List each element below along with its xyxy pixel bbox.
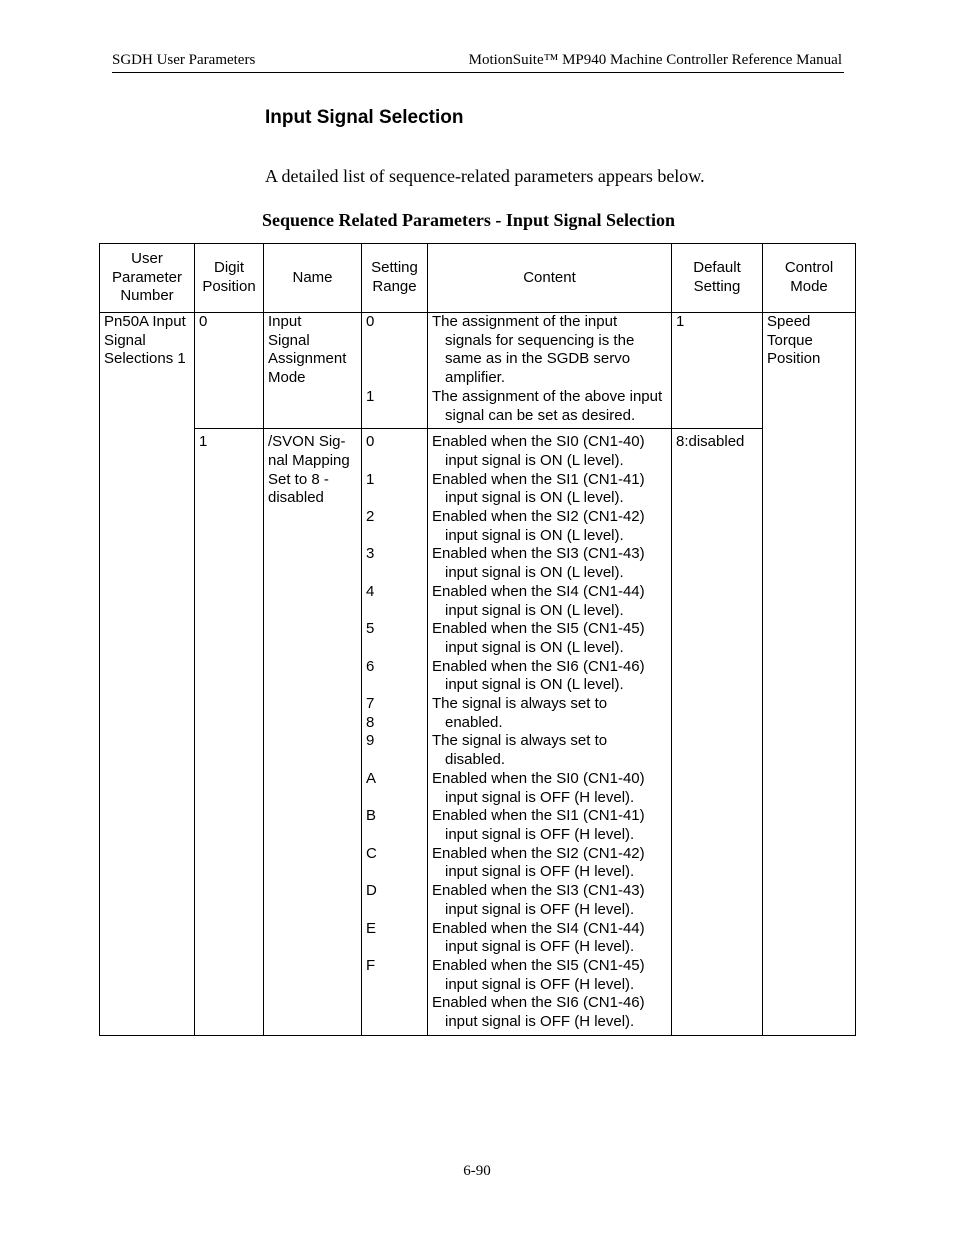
- cell-line: [366, 751, 423, 770]
- cell-line: 0: [366, 313, 375, 330]
- cell-line: 0: [366, 433, 375, 451]
- cell-line: Mode: [790, 278, 828, 295]
- cell-line: Setting: [371, 259, 418, 277]
- cell-digit-position: 1: [195, 429, 264, 1036]
- cell-control-mode: [763, 313, 856, 1036]
- content-entry: Enabled when the SI0 (CN1-40) input signal is OFF (H level).: [432, 769, 645, 806]
- cell-line: 5: [366, 620, 375, 638]
- cell-line: A: [366, 769, 377, 787]
- content-entry: Enabled when the SI1 (CN1-41) input signal is ON (L level).: [432, 470, 645, 507]
- cell-line: 9: [366, 732, 375, 750]
- cell-line: Number: [120, 287, 174, 305]
- cell-line: Mode: [268, 369, 306, 387]
- cell-line: D: [366, 882, 377, 900]
- cell-line: Input: [268, 313, 302, 330]
- cell-line: 8: [366, 713, 375, 731]
- content-entry: Enabled when the SI3 (CN1-43) input signal is ON (L level).: [432, 545, 645, 582]
- cell-line: Pn50A Input: [104, 313, 186, 330]
- cell-line: Digit: [213, 259, 244, 277]
- cell-line: Position: [767, 350, 821, 368]
- content-entry: Enabled when the SI5 (CN1-45) input signal is OFF (H level).: [432, 956, 645, 993]
- cell-line: Setting: [693, 278, 741, 295]
- cell-line: Position: [202, 278, 256, 295]
- header-setting-range: [362, 244, 428, 313]
- cell-line: 1: [366, 387, 375, 405]
- cell-line: Assignment: [268, 350, 347, 368]
- cell-line: Control: [784, 259, 834, 277]
- cell-line: Selections 1: [104, 350, 186, 368]
- cell-line: 3: [366, 545, 375, 563]
- content-entry: The signal is always set to enabled.: [432, 695, 608, 731]
- table-row: [100, 313, 856, 429]
- table-row: [100, 429, 856, 1036]
- cell-line: 6: [366, 657, 375, 675]
- cell-line: [366, 452, 423, 471]
- content-entry: Enabled when the SI2 (CN1-42) input signal is ON (L level).: [432, 508, 645, 544]
- cell-line: 1: [366, 470, 375, 488]
- cell-line: Set to 8 -: [268, 470, 329, 488]
- content-entry: The signal is always set to disabled.: [432, 732, 608, 769]
- cell-line: [366, 332, 423, 351]
- cell-line: Content: [523, 268, 576, 286]
- cell-line: Default: [693, 259, 741, 277]
- cell-line: B: [366, 807, 377, 825]
- content-entry: Enabled when the SI0 (CN1-40) input signal is ON (L level).: [432, 433, 645, 469]
- cell-line: /SVON Sig-: [268, 433, 346, 451]
- content-entry: Enabled when the SI5 (CN1-45) input signal is ON (L level).: [432, 620, 645, 656]
- cell-line: 4: [366, 582, 375, 600]
- cell-line: F: [366, 956, 376, 974]
- cell-setting-range: [362, 429, 428, 1036]
- cell-line: [366, 826, 423, 845]
- header-name: [264, 244, 362, 313]
- cell-line: [366, 639, 423, 658]
- running-header-left: SGDH User Parameters: [112, 52, 256, 68]
- content-entry: Enabled when the SI6 (CN1-46) input signal is OFF (H level).: [432, 994, 645, 1031]
- header-control-mode: [763, 244, 856, 313]
- cell-line: [366, 602, 423, 621]
- header-content: [428, 244, 672, 313]
- cell-line: nal Mapping: [268, 451, 350, 469]
- cell-line: [366, 564, 423, 583]
- cell-line: Range: [372, 278, 417, 295]
- header-digit-position: [195, 244, 264, 313]
- cell-line: User: [131, 249, 163, 267]
- cell-line: [366, 369, 423, 388]
- intro-paragraph: A detailed list of sequence-related parameters appears below.: [265, 166, 705, 186]
- table-caption: Sequence Related Parameters - Input Signal Selection: [262, 210, 675, 230]
- page-number: 6-90: [463, 1163, 491, 1179]
- header-rule: [112, 72, 844, 73]
- cell-line: E: [366, 919, 377, 937]
- cell-line: [366, 789, 423, 808]
- cell-line: [366, 863, 423, 882]
- header-default-setting: [672, 244, 763, 313]
- cell-line: 2: [366, 508, 375, 526]
- content-entry: The assignment of the above input signal can be set as desired.: [432, 387, 663, 424]
- content-entry: Enabled when the SI1 (CN1-41) input signal is OFF (H level).: [432, 807, 645, 843]
- header-user-parameter-number: [100, 244, 195, 313]
- content-entry: Enabled when the SI3 (CN1-43) input signal is OFF (H level).: [432, 882, 645, 918]
- cell-name: [264, 429, 362, 1036]
- cell-default-setting: 8:disabled: [672, 429, 763, 1036]
- content-entry: The assignment of the input signals for sequencing is the same as in the SGDB servo amplifier.: [432, 313, 635, 387]
- cell-line: [366, 527, 423, 546]
- cell-line: Torque: [767, 331, 813, 349]
- content-entry: Enabled when the SI4 (CN1-44) input signal is ON (L level).: [432, 582, 645, 619]
- cell-line: Signal: [268, 331, 310, 349]
- content-entry: Enabled when the SI6 (CN1-46) input signal is ON (L level).: [432, 657, 645, 694]
- cell-line: [366, 901, 423, 920]
- cell-line: C: [366, 844, 377, 862]
- cell-line: Signal: [104, 331, 146, 349]
- cell-line: 7: [366, 695, 375, 713]
- table-header-row: [100, 244, 856, 313]
- content-entry: Enabled when the SI4 (CN1-44) input signal is OFF (H level).: [432, 919, 645, 956]
- cell-line: Parameter: [111, 268, 183, 286]
- cell-line: Speed: [767, 313, 811, 330]
- cell-default-setting: 1: [672, 313, 763, 429]
- cell-content: [428, 313, 672, 429]
- section-title: Input Signal Selection: [265, 107, 464, 128]
- cell-digit-position: 0: [195, 313, 264, 429]
- cell-setting-range: [362, 313, 428, 429]
- parameter-table: [99, 243, 856, 1036]
- cell-line: [366, 676, 423, 695]
- cell-line: Name: [292, 268, 333, 286]
- cell-line: disabled: [268, 489, 324, 507]
- cell-line: [366, 938, 423, 957]
- cell-name: [264, 313, 362, 429]
- cell-parameter-number: [100, 313, 195, 1036]
- cell-line: [366, 350, 423, 369]
- cell-line: [366, 489, 423, 508]
- cell-content: [428, 429, 672, 1036]
- content-entry: Enabled when the SI2 (CN1-42) input signal is OFF (H level).: [432, 844, 645, 881]
- running-header-right: MotionSuite™ MP940 Machine Controller Reference Manual: [468, 52, 842, 68]
